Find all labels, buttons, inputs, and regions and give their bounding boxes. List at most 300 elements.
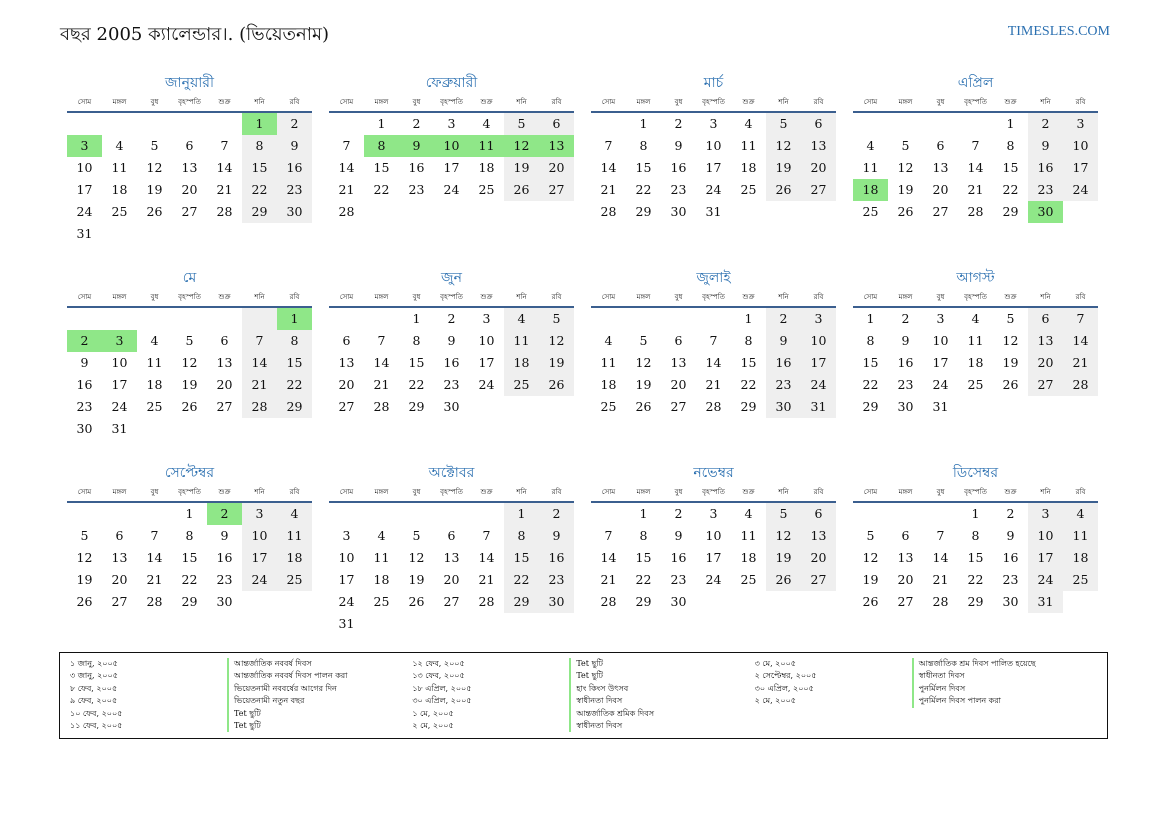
holiday-row <box>70 695 412 707</box>
holiday-date: ১৮ এপ্রিল, ২০০৫ <box>412 683 472 693</box>
weekday-label: শনি <box>778 488 789 496</box>
day-cell: 29 <box>1002 204 1019 219</box>
day-cell: 29 <box>504 591 539 613</box>
day-cell: 12 <box>539 330 574 352</box>
day-cell: 4 <box>115 138 124 153</box>
day-cell: 27 <box>1028 374 1063 396</box>
day-cell: 4 <box>277 503 312 525</box>
weekday-label: রবি <box>551 98 562 106</box>
days-grid <box>67 308 312 440</box>
day-cell: 9 <box>277 135 312 157</box>
month-name: মে <box>182 270 197 286</box>
day-cell: 20 <box>443 572 460 587</box>
day-cell: 25 <box>862 204 879 219</box>
day-cell: 13 <box>338 355 355 370</box>
holiday-row <box>70 708 412 720</box>
page-title: বছর 2005 ক্যালেন্ডার।. (ভিয়েতনাম) <box>60 24 330 45</box>
holiday-row <box>70 658 412 670</box>
day-empty <box>102 113 137 135</box>
day-cell: 7 <box>604 138 613 153</box>
day-cell: 9 <box>399 135 434 157</box>
day-cell: 9 <box>1006 528 1015 543</box>
day-cell: 8 <box>185 528 194 543</box>
day-cell: 3 <box>482 311 491 326</box>
day-cell: 25 <box>740 182 757 197</box>
day-empty <box>923 503 958 525</box>
day-cell: 13 <box>670 355 687 370</box>
day-cell: 29 <box>242 201 277 223</box>
weekday-label: মঙ্গল <box>898 98 913 106</box>
months-grid <box>67 72 1102 635</box>
day-cell: 5 <box>766 503 801 525</box>
day-cell: 18 <box>277 547 312 569</box>
weekday-label: বুধ <box>412 293 421 301</box>
weekday-label: বুধ <box>150 293 159 301</box>
day-cell: 23 <box>766 374 801 396</box>
day-cell: 10 <box>111 355 128 370</box>
day-cell: 24 <box>443 182 460 197</box>
month-12 <box>853 462 1098 635</box>
month-1 <box>67 72 312 245</box>
weekday-label: সোম <box>77 488 92 496</box>
day-cell: 20 <box>111 572 128 587</box>
day-empty <box>242 308 277 330</box>
day-cell: 21 <box>216 182 233 197</box>
holiday-row <box>755 695 1097 707</box>
holiday-row <box>70 670 412 682</box>
month-name: এপ্রিল <box>957 75 994 91</box>
day-cell: 5 <box>504 113 539 135</box>
day-empty <box>434 503 469 525</box>
days-grid <box>853 308 1098 418</box>
day-cell: 25 <box>504 374 539 396</box>
day-cell: 10 <box>801 330 836 352</box>
day-cell: 5 <box>1006 311 1015 326</box>
weekday-label: বুধ <box>412 488 421 496</box>
day-empty <box>102 503 137 525</box>
day-cell: 15 <box>408 355 425 370</box>
day-cell: 13 <box>897 550 914 565</box>
day-cell: 7 <box>482 528 491 543</box>
day-empty <box>626 308 661 330</box>
weekday-label: বুধ <box>674 98 683 106</box>
day-cell: 17 <box>932 355 949 370</box>
day-cell: 11 <box>740 528 757 543</box>
day-empty <box>207 308 242 330</box>
weekday-label: শুক্র <box>1004 293 1017 301</box>
day-cell: 18 <box>111 182 128 197</box>
day-cell: 11 <box>600 355 617 370</box>
day-cell: 22 <box>277 374 312 396</box>
day-cell: 30 <box>76 421 93 436</box>
weekday-label: সোম <box>863 98 878 106</box>
day-cell: 23 <box>1028 179 1063 201</box>
day-cell: 24 <box>705 572 722 587</box>
holiday-date: ৮ ফেব, ২০০৫ <box>70 683 118 693</box>
weekday-label: রবি <box>813 488 824 496</box>
day-cell: 1 <box>185 506 194 521</box>
day-cell: 3 <box>67 135 102 157</box>
day-cell: 14 <box>146 550 163 565</box>
month-10 <box>329 462 574 635</box>
weekday-label: শুক্র <box>742 98 755 106</box>
day-cell: 17 <box>76 182 93 197</box>
month-name: জুন <box>441 270 462 286</box>
month-name: সেপ্টেম্বর <box>164 465 215 481</box>
day-cell: 1 <box>639 116 648 131</box>
day-cell: 21 <box>146 572 163 587</box>
weekday-label: বৃহস্পতি <box>702 293 725 301</box>
day-cell: 20 <box>801 157 836 179</box>
day-cell: 30 <box>216 594 233 609</box>
day-cell: 15 <box>862 355 879 370</box>
day-cell: 14 <box>705 355 722 370</box>
weekday-label: বুধ <box>674 293 683 301</box>
day-cell: 12 <box>897 160 914 175</box>
weekday-label: মঙ্গল <box>374 488 389 496</box>
day-cell: 2 <box>539 503 574 525</box>
holiday-name: Tet ছুটি <box>569 670 754 682</box>
day-cell: 5 <box>766 113 801 135</box>
day-cell: 11 <box>146 355 163 370</box>
day-cell: 28 <box>216 204 233 219</box>
day-empty <box>329 308 364 330</box>
weekday-label: বুধ <box>674 488 683 496</box>
day-cell: 15 <box>635 160 652 175</box>
days-grid <box>591 308 836 418</box>
month-name: জানুয়ারী <box>165 75 214 91</box>
day-cell: 4 <box>866 138 875 153</box>
weekday-label: শনি <box>254 293 265 301</box>
day-cell: 27 <box>181 204 198 219</box>
day-cell: 22 <box>967 572 984 587</box>
day-cell: 14 <box>932 550 949 565</box>
day-cell: 25 <box>967 377 984 392</box>
day-cell: 30 <box>1028 201 1063 223</box>
day-cell: 28 <box>338 204 355 219</box>
weekday-label: শুক্র <box>1004 488 1017 496</box>
holiday-row <box>412 720 754 732</box>
day-cell: 8 <box>412 333 421 348</box>
day-cell: 16 <box>1002 550 1019 565</box>
weekday-label: শনি <box>254 488 265 496</box>
day-cell: 16 <box>76 377 93 392</box>
day-cell: 20 <box>216 377 233 392</box>
day-cell: 5 <box>901 138 910 153</box>
holiday-row <box>412 683 754 695</box>
day-cell: 18 <box>478 160 495 175</box>
holiday-row <box>412 695 754 707</box>
weekday-label: শনি <box>1040 98 1051 106</box>
day-cell: 4 <box>377 528 386 543</box>
weekday-header <box>67 94 312 113</box>
weekday-label: শুক্র <box>480 98 493 106</box>
weekday-header <box>853 289 1098 308</box>
day-cell: 25 <box>111 204 128 219</box>
day-cell: 19 <box>635 377 652 392</box>
day-cell: 22 <box>504 569 539 591</box>
day-cell: 29 <box>181 594 198 609</box>
weekday-header <box>329 484 574 503</box>
day-cell: 27 <box>443 594 460 609</box>
weekday-label: মঙ্গল <box>636 98 651 106</box>
days-grid <box>591 113 836 223</box>
day-cell: 27 <box>670 399 687 414</box>
day-cell: 6 <box>801 503 836 525</box>
day-cell: 13 <box>181 160 198 175</box>
holiday-date: ৯ ফেব, ২০০৫ <box>70 696 118 706</box>
weekday-label: রবি <box>1075 293 1086 301</box>
day-empty <box>67 503 102 525</box>
day-cell: 11 <box>862 160 879 175</box>
day-empty <box>137 503 172 525</box>
holiday-row <box>755 683 1097 695</box>
weekday-label: বুধ <box>412 98 421 106</box>
day-cell: 4 <box>744 116 753 131</box>
day-cell: 15 <box>740 355 757 370</box>
day-cell: 22 <box>181 572 198 587</box>
day-cell: 17 <box>478 355 495 370</box>
month-5 <box>67 267 312 440</box>
day-cell: 20 <box>801 547 836 569</box>
day-cell: 7 <box>342 138 351 153</box>
day-cell: 2 <box>412 116 421 131</box>
weekday-label: শনি <box>1040 488 1051 496</box>
weekday-label: মঙ্গল <box>112 293 127 301</box>
day-cell: 7 <box>150 528 159 543</box>
day-cell: 21 <box>338 182 355 197</box>
weekday-label: বৃহস্পতি <box>178 98 201 106</box>
day-cell: 10 <box>338 550 355 565</box>
day-cell: 9 <box>674 138 683 153</box>
day-cell: 28 <box>967 204 984 219</box>
day-cell: 24 <box>242 569 277 591</box>
day-cell: 18 <box>1063 547 1098 569</box>
day-cell: 25 <box>277 569 312 591</box>
holiday-date: ২ মে, ২০০৫ <box>754 696 796 706</box>
day-cell: 15 <box>504 547 539 569</box>
weekday-label: বুধ <box>936 488 945 496</box>
holiday-name: Tet ছুটি <box>227 708 412 720</box>
day-cell: 11 <box>111 160 128 175</box>
day-cell: 31 <box>801 396 836 418</box>
day-cell: 3 <box>242 503 277 525</box>
day-cell: 26 <box>1002 377 1019 392</box>
month-7 <box>591 267 836 440</box>
day-empty <box>853 503 888 525</box>
day-cell: 19 <box>76 572 93 587</box>
day-cell: 19 <box>1002 355 1019 370</box>
month-name: জুলাই <box>696 270 731 286</box>
weekday-label: সোম <box>339 293 354 301</box>
holiday-name: হাং কিংস উৎসব <box>569 683 754 695</box>
holiday-name: আন্তর্জাতিক শ্রমিক দিবস <box>569 708 754 720</box>
day-cell: 1 <box>639 506 648 521</box>
day-cell: 2 <box>901 311 910 326</box>
day-cell: 2 <box>447 311 456 326</box>
month-6 <box>329 267 574 440</box>
day-cell: 17 <box>705 160 722 175</box>
weekday-label: শুক্র <box>480 293 493 301</box>
month-name: আগস্ট <box>956 270 995 286</box>
weekday-label: মঙ্গল <box>898 293 913 301</box>
day-cell: 22 <box>373 182 390 197</box>
day-cell: 25 <box>600 399 617 414</box>
day-cell: 24 <box>705 182 722 197</box>
holiday-column <box>70 658 412 738</box>
month-name: মার্চ <box>703 75 724 91</box>
day-cell: 24 <box>932 377 949 392</box>
day-cell: 8 <box>639 138 648 153</box>
day-cell: 14 <box>1063 330 1098 352</box>
weekday-label: শুক্র <box>742 488 755 496</box>
holiday-name: আন্তর্জাতিক নববর্ষ দিবস পালন করা <box>227 670 412 682</box>
day-cell: 4 <box>971 311 980 326</box>
day-cell: 11 <box>504 330 539 352</box>
weekday-label: বুধ <box>936 98 945 106</box>
site-link[interactable]: TIMESLES.COM <box>1007 24 1110 39</box>
day-empty <box>591 113 626 135</box>
day-cell: 13 <box>443 550 460 565</box>
day-cell: 24 <box>1028 569 1063 591</box>
day-cell: 13 <box>1028 330 1063 352</box>
weekday-label: শুক্র <box>742 293 755 301</box>
day-cell: 1 <box>1006 116 1015 131</box>
day-cell: 28 <box>146 594 163 609</box>
day-cell: 12 <box>1002 333 1019 348</box>
days-grid <box>67 503 312 613</box>
weekday-label: সোম <box>863 293 878 301</box>
holiday-name: স্বাধীনতা দিবস <box>569 720 754 732</box>
day-cell: 18 <box>146 377 163 392</box>
day-cell: 1 <box>971 506 980 521</box>
day-cell: 9 <box>674 528 683 543</box>
day-cell: 27 <box>801 179 836 201</box>
day-cell: 23 <box>670 572 687 587</box>
day-empty <box>364 308 399 330</box>
day-cell: 24 <box>801 374 836 396</box>
day-cell: 14 <box>338 160 355 175</box>
day-cell: 12 <box>146 160 163 175</box>
day-cell: 18 <box>967 355 984 370</box>
day-cell: 30 <box>670 594 687 609</box>
day-cell: 12 <box>408 550 425 565</box>
month-2 <box>329 72 574 245</box>
day-cell: 8 <box>504 525 539 547</box>
day-cell: 23 <box>1002 572 1019 587</box>
day-empty <box>172 308 207 330</box>
day-cell: 1 <box>377 116 386 131</box>
day-cell: 3 <box>1063 113 1098 135</box>
weekday-header <box>67 484 312 503</box>
day-cell: 22 <box>740 377 757 392</box>
day-cell: 30 <box>539 591 574 613</box>
day-cell: 28 <box>478 594 495 609</box>
weekday-label: সোম <box>863 488 878 496</box>
day-cell: 3 <box>801 308 836 330</box>
day-empty <box>364 503 399 525</box>
day-cell: 23 <box>277 179 312 201</box>
day-cell: 31 <box>932 399 949 414</box>
holiday-date: ৩ জানু, ২০০৫ <box>70 671 118 681</box>
day-cell: 15 <box>967 550 984 565</box>
day-cell: 21 <box>242 374 277 396</box>
day-cell: 3 <box>342 528 351 543</box>
day-cell: 29 <box>862 399 879 414</box>
day-cell: 14 <box>600 160 617 175</box>
day-cell: 10 <box>932 333 949 348</box>
weekday-label: শনি <box>516 98 527 106</box>
day-cell: 8 <box>277 330 312 352</box>
holiday-name: Tet ছুটি <box>227 720 412 732</box>
month-name: নভেম্বর <box>693 465 734 481</box>
day-cell: 2 <box>1028 113 1063 135</box>
holiday-row <box>412 670 754 682</box>
weekday-label: বৃহস্পতি <box>440 293 463 301</box>
days-grid <box>853 113 1098 223</box>
day-cell: 13 <box>539 135 574 157</box>
day-cell: 31 <box>338 616 355 631</box>
day-cell: 14 <box>242 352 277 374</box>
day-cell: 9 <box>1028 135 1063 157</box>
days-grid <box>329 503 574 635</box>
holiday-date: ৩০ এপ্রিল, ২০০৫ <box>754 683 814 693</box>
day-cell: 3 <box>936 311 945 326</box>
day-cell: 14 <box>967 160 984 175</box>
day-cell: 3 <box>709 506 718 521</box>
day-cell: 28 <box>242 396 277 418</box>
day-cell: 1 <box>412 311 421 326</box>
day-cell: 19 <box>146 182 163 197</box>
day-cell: 14 <box>373 355 390 370</box>
day-cell: 26 <box>766 569 801 591</box>
day-cell: 31 <box>76 226 93 241</box>
day-cell: 4 <box>150 333 159 348</box>
day-cell: 2 <box>1006 506 1015 521</box>
day-cell: 8 <box>242 135 277 157</box>
day-empty <box>137 308 172 330</box>
day-cell: 17 <box>705 550 722 565</box>
weekday-header <box>853 484 1098 503</box>
day-cell: 9 <box>766 330 801 352</box>
day-cell: 1 <box>744 311 753 326</box>
day-cell: 17 <box>338 572 355 587</box>
day-cell: 10 <box>434 135 469 157</box>
day-cell: 23 <box>670 182 687 197</box>
day-cell: 18 <box>740 160 757 175</box>
day-empty <box>329 113 364 135</box>
holiday-name: আন্তর্জাতিক শ্রম দিবস পালিত হয়েছে <box>912 658 1097 670</box>
day-cell: 25 <box>146 399 163 414</box>
day-empty <box>207 113 242 135</box>
day-cell: 22 <box>862 377 879 392</box>
day-cell: 11 <box>373 550 390 565</box>
weekday-label: শনি <box>516 488 527 496</box>
day-cell: 26 <box>146 204 163 219</box>
weekday-label: শুক্র <box>1004 98 1017 106</box>
weekday-label: মঙ্গল <box>112 98 127 106</box>
day-cell: 19 <box>897 182 914 197</box>
holiday-date: ১৩ ফেব, ২০০৫ <box>412 671 465 681</box>
weekday-label: বৃহস্পতি <box>964 98 987 106</box>
day-cell: 16 <box>670 550 687 565</box>
day-cell: 9 <box>220 528 229 543</box>
day-cell: 2 <box>277 113 312 135</box>
weekday-label: শনি <box>778 293 789 301</box>
weekday-label: রবি <box>813 98 824 106</box>
day-cell: 7 <box>709 333 718 348</box>
day-cell: 15 <box>242 157 277 179</box>
